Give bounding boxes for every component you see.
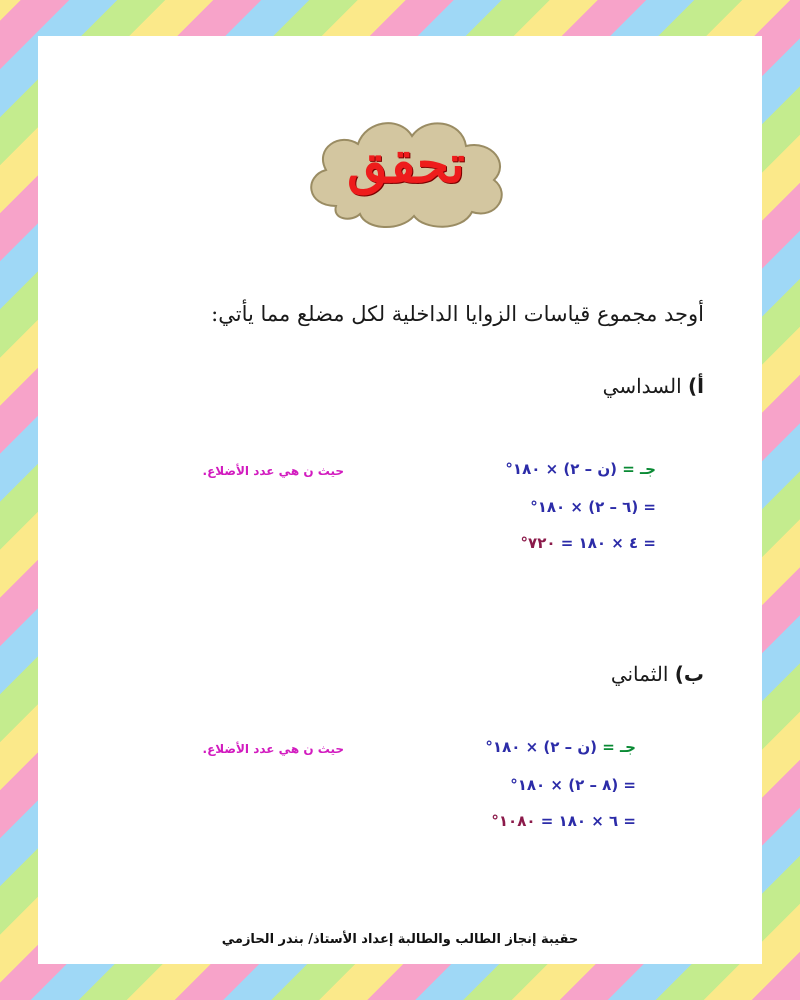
part-b-equation-line-2 xyxy=(510,776,636,794)
part-a-text: السداسي xyxy=(602,374,682,398)
part-a-label xyxy=(404,374,704,398)
part-b-equation-line-1 xyxy=(485,738,636,756)
eq-prefix: = xyxy=(643,498,656,516)
part-a-equation-line-2 xyxy=(530,498,656,516)
eq-prefix: = xyxy=(623,812,636,830)
eq-prefix: = xyxy=(643,534,656,552)
eq-expression: ٦ × ١٨٠ = xyxy=(540,812,619,830)
page-title: تحقق xyxy=(347,134,465,195)
part-a-letter: أ) xyxy=(688,374,704,398)
part-b-equation-line-3 xyxy=(491,812,636,830)
eq-expression: (ن – ٢) × ١٨٠° xyxy=(485,738,598,756)
footer-credit: حقيبة إنجاز الطالب والطالبة إعداد الأستاذ/ بندر الحازمي xyxy=(221,932,579,947)
eq-result: ١٠٨٠° xyxy=(491,812,536,830)
eq-expression: (٨ – ٢) × ١٨٠° xyxy=(510,776,619,794)
question-text: أوجد مجموع قياسات الزوايا الداخلية لكل مضلع مما يأتي: xyxy=(211,302,704,326)
part-a-equation-line-3 xyxy=(521,534,656,552)
eq-result: ٧٢٠° xyxy=(520,534,556,552)
part-b-note: حيث ن هي عدد الأضلاع. xyxy=(202,742,344,756)
eq-prefix: = xyxy=(623,776,636,794)
eq-prefix: جـ = xyxy=(622,460,656,478)
eq-expression: (٦ – ٢) × ١٨٠° xyxy=(530,498,639,516)
part-b-label xyxy=(404,662,704,686)
eq-expression: (ن – ٢) × ١٨٠° xyxy=(505,460,618,478)
worksheet-page xyxy=(38,36,762,964)
eq-prefix: جـ = xyxy=(602,738,636,756)
eq-expression: ٤ × ١٨٠ = xyxy=(560,534,639,552)
part-a-equation-line-1 xyxy=(505,460,656,478)
part-b-text: الثماني xyxy=(610,662,669,686)
part-b-letter: ب) xyxy=(674,662,704,686)
part-a-note: حيث ن هي عدد الأضلاع. xyxy=(202,464,344,478)
